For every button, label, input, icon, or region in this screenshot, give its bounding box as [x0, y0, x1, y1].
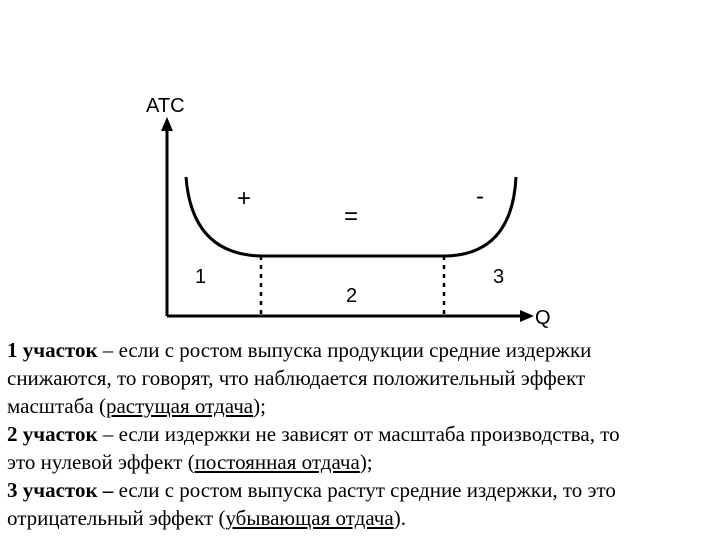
legend-item-1-line-2: снижаются, то говорят, что наблюдается положительный эффект	[7, 366, 586, 390]
zero-effect-sign: =	[344, 203, 359, 230]
y-axis-label: ATC	[146, 95, 185, 117]
legend-item-2-line-1: 2 участок – если издержки не зависят от масштаба производства, то	[7, 422, 620, 446]
region-3-label: 3	[493, 266, 505, 288]
region-1-label: 1	[195, 266, 207, 288]
increasing-returns-term: растущая отдача	[105, 394, 254, 418]
negative-effect-sign: -	[476, 183, 484, 210]
constant-returns-term: постоянная отдача	[194, 450, 360, 474]
x-axis-label: Q	[535, 307, 551, 329]
positive-effect-sign: +	[237, 185, 252, 212]
y-axis-arrow	[161, 117, 173, 131]
legend-item-3-line-1: 3 участок – если с ростом выпуска растут средние издержки, то это	[7, 478, 616, 502]
legend-text	[7, 336, 717, 532]
region-2-label: 2	[346, 285, 358, 307]
legend-item-2-line-2: это нулевой эффект (постоянная отдача);	[7, 450, 373, 474]
legend-item-1-line-1: 1 участок – если с ростом выпуска продукции средние издержки	[7, 338, 592, 362]
legend-item-1-line-3: масштаба (растущая отдача);	[7, 394, 266, 418]
legend-item-2-title: 2 участок	[7, 422, 98, 446]
x-axis-arrow	[520, 310, 534, 322]
legend-item-1-title: 1 участок	[7, 338, 98, 362]
legend-item-3-title: 3 участок –	[7, 478, 114, 502]
decreasing-returns-term: убывающая отдача	[225, 506, 394, 530]
legend-item-3-line-2: отрицательный эффект (убывающая отдача).	[7, 506, 406, 530]
